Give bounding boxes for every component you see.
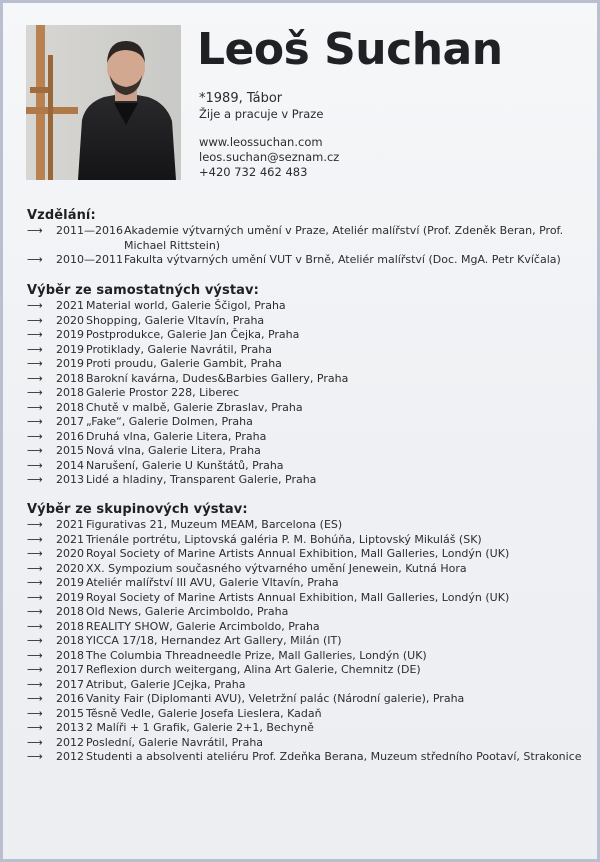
birth-info: *1989, Tábor (199, 91, 283, 106)
item-year: 2018 (56, 634, 84, 647)
arrow-icon: ⟶ (27, 386, 43, 399)
list-item (27, 721, 587, 736)
location-info: Žije a pracuje v Praze (199, 107, 324, 121)
item-text: Poslední, Galerie Navrátil, Praha (86, 735, 264, 749)
item-text: The Columbia Threadneedle Prize, Mall Galleries, Londýn (UK) (86, 648, 427, 662)
arrow-icon: ⟶ (27, 750, 43, 763)
list-item (27, 736, 587, 751)
item-year: 2018 (56, 400, 84, 414)
arrow-icon: ⟶ (27, 547, 43, 560)
item-year: 2019 (56, 328, 84, 341)
item-text: Reflexion durch weitergang, Alina Art Galerie, Chemnitz (DE) (86, 663, 421, 676)
item-text: 2 Malíři + 1 Grafik, Galerie 2+1, Bechyně (86, 721, 314, 734)
item-text: XX. Sympozium současného výtvarného umění Jenewein, Kutná Hora (86, 561, 467, 575)
item-text: Royal Society of Marine Artists Annual Exhibition, Mall Galleries, Londýn (UK) (86, 547, 510, 560)
item-text: Atribut, Galerie JCejka, Praha (86, 677, 246, 691)
arrow-icon: ⟶ (27, 648, 43, 662)
arrow-icon: ⟶ (27, 400, 43, 414)
item-year: 2021 (56, 299, 84, 312)
item-text: Nová vlna, Galerie Litera, Praha (86, 444, 261, 457)
arrow-icon: ⟶ (27, 328, 43, 341)
item-text: Těsně Vedle, Galerie Josefa Lieslera, Kadaň (86, 706, 322, 720)
arrow-icon: ⟶ (27, 634, 43, 647)
group-exhibitions-list (27, 518, 587, 765)
arrow-icon: ⟶ (27, 415, 43, 428)
arrow-icon: ⟶ (27, 458, 43, 472)
email-link[interactable]: leos.suchan@seznam.cz (199, 150, 340, 164)
arrow-icon: ⟶ (27, 299, 43, 312)
list-item (27, 372, 587, 387)
list-item (27, 444, 587, 459)
arrow-icon: ⟶ (27, 605, 43, 618)
item-text: Druhá vlna, Galerie Litera, Praha (86, 429, 267, 443)
list-item (27, 562, 587, 577)
item-text: „Fake“, Galerie Dolmen, Praha (86, 415, 253, 428)
arrow-icon: ⟶ (27, 342, 43, 356)
item-year: 2017 (56, 677, 84, 691)
list-item (27, 314, 587, 329)
item-text: Ateliér malířství III AVU, Galerie Vltavín, Praha (86, 576, 339, 589)
solo-exhibitions-list (27, 299, 587, 488)
list-item (27, 591, 587, 606)
item-year: 2019 (56, 590, 84, 604)
person-name: Leoš Suchan (197, 24, 503, 75)
item-text: Material world, Galerie Ščigol, Praha (86, 299, 286, 312)
list-item (27, 459, 587, 474)
contact-info (199, 135, 339, 180)
arrow-icon: ⟶ (27, 313, 43, 327)
item-text: Shopping, Galerie Vltavín, Praha (86, 313, 265, 327)
list-item (27, 634, 587, 649)
arrow-icon: ⟶ (27, 224, 43, 237)
arrow-icon: ⟶ (27, 721, 43, 734)
list-item (27, 299, 587, 314)
list-item (27, 750, 587, 765)
item-text: Proti proudu, Galerie Gambit, Praha (86, 357, 282, 370)
list-item (27, 224, 587, 253)
item-text: Royal Society of Marine Artists Annual Exhibition, Mall Galleries, Londýn (UK) (86, 590, 510, 604)
item-text: Fakulta výtvarných umění VUT v Brně, Ateliér malířství (Doc. MgA. Petr Kvíčala) (124, 253, 561, 266)
website-link[interactable]: www.leossuchan.com (199, 135, 323, 149)
item-text: Barokní kavárna, Dudes&Barbies Gallery, Praha (86, 371, 349, 385)
item-text: Vanity Fair (Diplomanti AVU), Veletržní palác (Národní galerie), Praha (86, 692, 465, 705)
arrow-icon: ⟶ (27, 677, 43, 691)
item-year: 2018 (56, 371, 84, 385)
item-year: 2016 (56, 692, 84, 705)
education-list (27, 224, 587, 268)
item-year: 2020 (56, 313, 84, 327)
list-item (27, 415, 587, 430)
list-item (27, 343, 587, 358)
list-item (27, 678, 587, 693)
list-item (27, 401, 587, 416)
item-text: Akademie výtvarných umění v Praze, Ateliér malířství (Prof. Zdeněk Beran, Prof. Michael Rittstein) (124, 224, 564, 252)
list-item (27, 253, 587, 268)
item-text: Chutě v malbě, Galerie Zbraslav, Praha (86, 400, 303, 414)
item-year: 2017 (56, 415, 84, 428)
item-text: REALITY SHOW, Galerie Arcimboldo, Praha (86, 619, 320, 633)
arrow-icon: ⟶ (27, 590, 43, 604)
item-year: 2015 (56, 444, 84, 457)
item-year: 2010—2011 (56, 253, 123, 266)
arrow-icon: ⟶ (27, 518, 43, 531)
list-item (27, 533, 587, 548)
arrow-icon: ⟶ (27, 444, 43, 457)
list-item (27, 605, 587, 620)
phone-number: +420 732 462 483 (199, 165, 308, 179)
item-text: Galerie Prostor 228, Liberec (86, 386, 240, 399)
list-item (27, 328, 587, 343)
arrow-icon: ⟶ (27, 692, 43, 705)
list-item (27, 663, 587, 678)
list-item (27, 473, 587, 488)
item-year: 2012 (56, 750, 84, 763)
item-year: 2013 (56, 721, 84, 734)
item-text: Protiklady, Galerie Navrátil, Praha (86, 342, 272, 356)
arrow-icon: ⟶ (27, 561, 43, 575)
education-title: Vzdělání: (27, 208, 96, 223)
item-year: 2018 (56, 386, 84, 399)
item-year: 2014 (56, 458, 84, 472)
item-text: Old News, Galerie Arcimboldo, Praha (86, 605, 289, 618)
arrow-icon: ⟶ (27, 576, 43, 589)
item-year: 2019 (56, 576, 84, 589)
item-text: Studenti a absolventi ateliéru Prof. Zdeňka Berana, Muzeum středního Pootaví, Strakonice (86, 750, 582, 763)
portrait-photo (26, 25, 181, 180)
arrow-icon: ⟶ (27, 371, 43, 385)
list-item (27, 649, 587, 664)
list-item (27, 620, 587, 635)
item-text: Lidé a hladiny, Transparent Galerie, Praha (86, 473, 317, 486)
item-year: 2020 (56, 561, 84, 575)
item-year: 2018 (56, 619, 84, 633)
arrow-icon: ⟶ (27, 619, 43, 633)
item-year: 2016 (56, 429, 84, 443)
list-item (27, 357, 587, 372)
list-item (27, 576, 587, 591)
item-year: 2017 (56, 663, 84, 676)
arrow-icon: ⟶ (27, 532, 43, 546)
arrow-icon: ⟶ (27, 735, 43, 749)
item-year: 2018 (56, 605, 84, 618)
item-year: 2020 (56, 547, 84, 560)
item-text: YICCA 17/18, Hernandez Art Gallery, Milán (IT) (86, 634, 342, 647)
item-year: 2013 (56, 473, 84, 486)
item-year: 2019 (56, 342, 84, 356)
item-text: Figurativas 21, Muzeum MEAM, Barcelona (ES) (86, 518, 343, 531)
item-text: Narušení, Galerie U Kunštátů, Praha (86, 458, 284, 472)
item-year: 2015 (56, 706, 84, 720)
list-item (27, 430, 587, 445)
solo-exhibitions-title: Výběr ze samostatných výstav: (27, 283, 259, 298)
arrow-icon: ⟶ (27, 429, 43, 443)
item-year: 2019 (56, 357, 84, 370)
arrow-icon: ⟶ (27, 706, 43, 720)
item-year: 2018 (56, 648, 84, 662)
arrow-icon: ⟶ (27, 357, 43, 370)
list-item (27, 692, 587, 707)
list-item (27, 547, 587, 562)
personal-info (199, 90, 323, 122)
arrow-icon: ⟶ (27, 663, 43, 676)
list-item (27, 707, 587, 722)
item-year: 2021 (56, 532, 84, 546)
group-exhibitions-title: Výběr ze skupinových výstav: (27, 502, 248, 517)
item-year: 2021 (56, 518, 84, 531)
arrow-icon: ⟶ (27, 473, 43, 486)
item-year: 2012 (56, 735, 84, 749)
item-year: 2011—2016 (56, 224, 123, 237)
arrow-icon: ⟶ (27, 253, 43, 266)
item-text: Trienále portrétu, Liptovská galéria P. M. Bohúňa, Liptovský Mikuláš (SK) (86, 532, 482, 546)
item-text: Postprodukce, Galerie Jan Čejka, Praha (86, 328, 300, 341)
list-item (27, 518, 587, 533)
list-item (27, 386, 587, 401)
